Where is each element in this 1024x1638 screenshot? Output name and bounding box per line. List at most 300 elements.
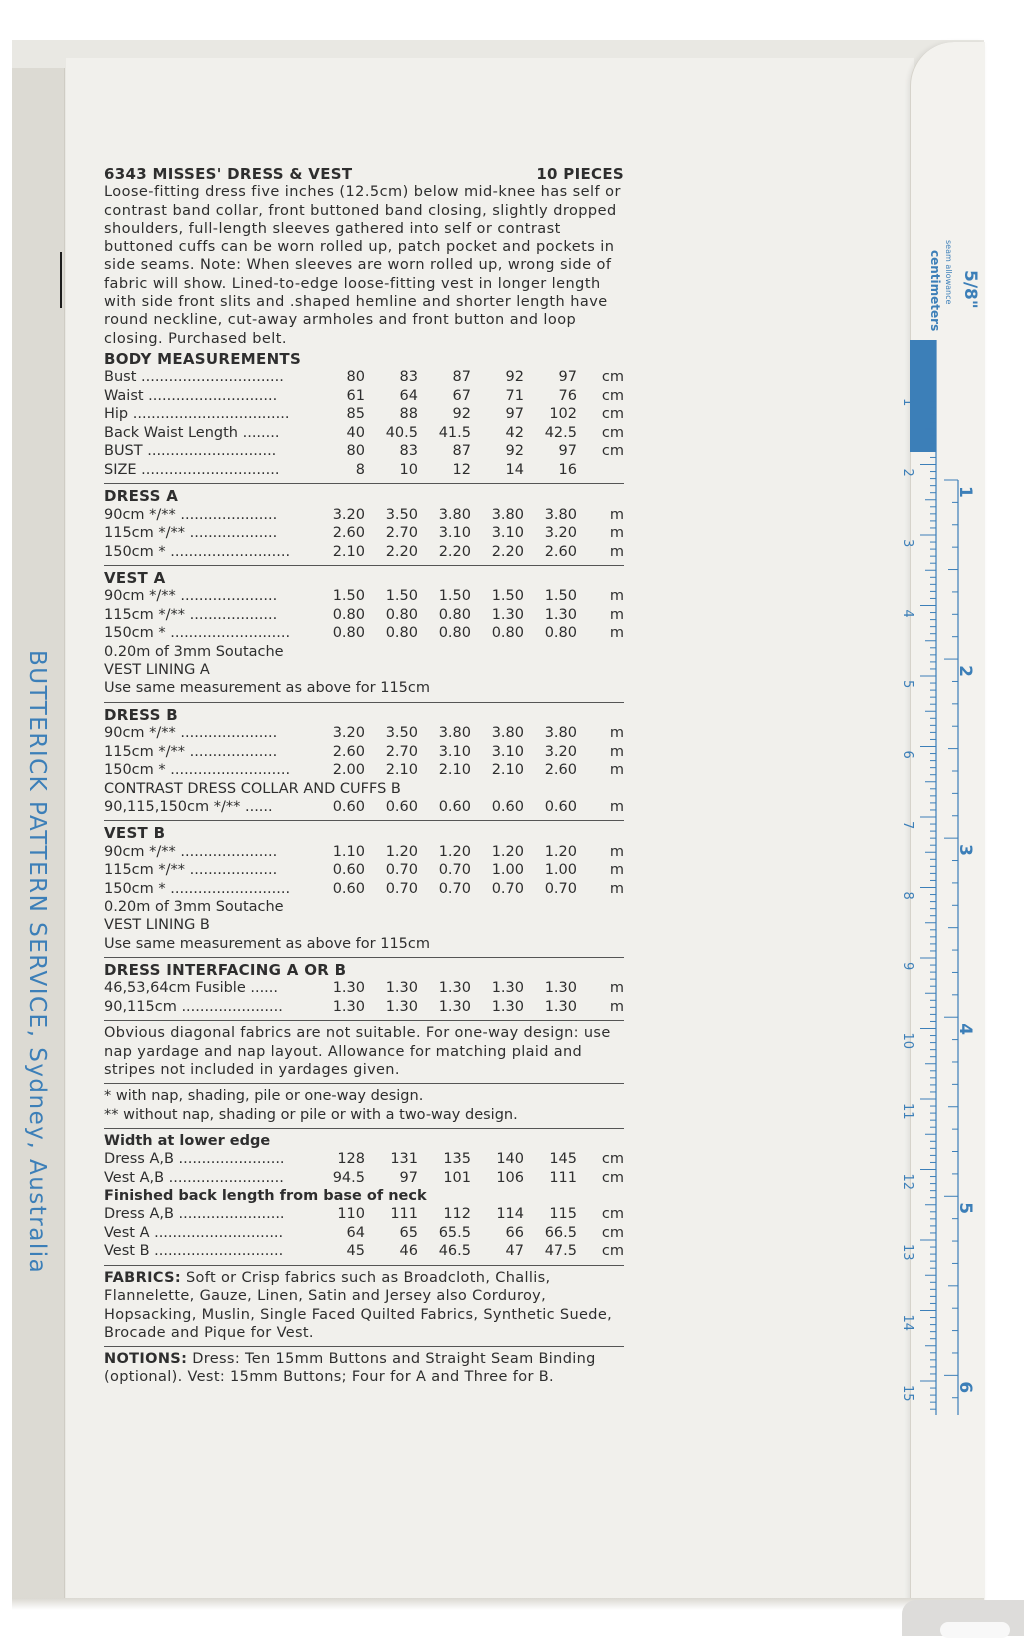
row-unit: m [609, 762, 624, 779]
row-values [312, 624, 590, 642]
row-label: 90cm */** ..................... [104, 506, 278, 523]
row-unit: cm [601, 1151, 624, 1168]
vest-b-soutache: 0.20m of 3mm Soutache [104, 899, 284, 916]
row-label: Vest B ............................ [104, 1243, 284, 1260]
row-value: 94.5 [332, 1169, 365, 1186]
row-value: 1.10 [332, 843, 365, 860]
row-value: 97 [558, 443, 577, 460]
ruler-cm-label: 14 [900, 1314, 915, 1332]
row-values [312, 442, 590, 460]
ruler-inch-label: 1 [955, 486, 975, 498]
pattern-title: 6343 MISSES' DRESS & VEST [104, 165, 353, 183]
row-unit: m [609, 798, 624, 815]
row-value: 1.50 [544, 588, 577, 605]
row-value: 1.30 [332, 998, 365, 1015]
row-value: 3.10 [491, 525, 524, 542]
row-values [312, 543, 590, 561]
row-value: 3.20 [332, 506, 365, 523]
divider [104, 483, 624, 484]
measurement-row [104, 624, 624, 643]
row-unit: m [609, 588, 624, 605]
measurement-row [104, 461, 624, 480]
row-value: 135 [443, 1151, 471, 1168]
row-label: Vest A,B ......................... [104, 1169, 284, 1186]
diagonal-fabric-note: Obvious diagonal fabrics are not suitable. For one-way design: use nap yardage and nap layout. Allowance for matching plaid and stripes not included in yardages given. [104, 1025, 611, 1078]
row-value: 3.20 [544, 525, 577, 542]
row-value: 115 [549, 1206, 577, 1223]
row-value: 83 [399, 443, 418, 460]
row-value: 2.60 [544, 543, 577, 560]
row-unit: m [609, 525, 624, 542]
row-value: 76 [558, 387, 577, 404]
row-value: 1.20 [491, 843, 524, 860]
ruler-cm-label: 11 [900, 1103, 915, 1120]
row-value: 1.50 [385, 588, 418, 605]
row-value: 0.70 [385, 862, 418, 879]
finished-length-title: Finished back length from base of neck [104, 1188, 427, 1205]
row-value: 2.20 [438, 543, 471, 560]
row-value: 14 [505, 461, 524, 478]
row-label: Bust ............................... [104, 369, 284, 386]
row-value: 87 [452, 369, 471, 386]
row-value: 1.50 [332, 588, 365, 605]
row-value: 128 [337, 1151, 365, 1168]
row-value: 2.10 [491, 762, 524, 779]
measurement-row [104, 606, 624, 625]
width-lower-edge-table [104, 1150, 624, 1187]
row-values [312, 461, 590, 479]
row-value: 1.30 [438, 998, 471, 1015]
row-value: 1.50 [491, 588, 524, 605]
row-value: 10 [399, 461, 418, 478]
dress-a-title: DRESS A [104, 487, 179, 506]
row-value: 61 [346, 387, 365, 404]
row-value: 111 [390, 1206, 418, 1223]
row-values [312, 1242, 590, 1260]
row-unit: cm [601, 1169, 624, 1186]
row-value: 64 [346, 1224, 365, 1241]
row-value: 0.70 [385, 880, 418, 897]
seam-allowance-caption: seam allowance [944, 240, 953, 305]
row-value: 8 [355, 461, 365, 478]
row-unit: m [609, 980, 624, 997]
row-value: 3.80 [544, 506, 577, 523]
ruler-cm-label: 10 [900, 1032, 915, 1050]
measurement-row [104, 880, 624, 899]
pattern-description: Loose-fitting dress five inches (12.5cm) below mid-knee has self or contrast band collar, front buttoned band closing, slightly dropped shoulders, full-length sleeves gathered into self or contrast buttoned cuffs can be worn rolled up, patch pocket and pockets in side seams. Note: When sleeves are worn rolled up, wrong side of fabric will show. Lined-to-edge loose-fitting vest in longer length with side front slits and .shaped hemline and shorter length have round neckline, cut-away armholes and front button and loop closing. Purchased belt. [104, 184, 621, 347]
row-value: 114 [496, 1206, 524, 1223]
row-value: 66.5 [544, 1224, 577, 1241]
ruler-unit-label: centimeters [928, 250, 942, 332]
row-value: 3.10 [491, 743, 524, 760]
ruler-cm-label: 2 [900, 468, 915, 477]
row-value: 3.20 [544, 743, 577, 760]
row-value: 87 [452, 443, 471, 460]
row-value: 71 [505, 387, 524, 404]
spine-publisher-text: BUTTERICK PATTERN SERVICE, Sydney, Australia [24, 650, 50, 1275]
row-value: 106 [496, 1169, 524, 1186]
row-value: 3.80 [544, 725, 577, 742]
row-value: 1.30 [544, 998, 577, 1015]
row-label: Back Waist Length ........ [104, 424, 280, 441]
divider [104, 1128, 624, 1129]
measurement-row [104, 979, 624, 998]
pattern-header [104, 165, 624, 183]
row-value: 102 [549, 406, 577, 423]
measurement-row [104, 1150, 624, 1169]
divider [104, 1020, 624, 1021]
row-values [312, 843, 590, 861]
notions-lead: NOTIONS: [104, 1351, 188, 1368]
row-label: Vest A ............................ [104, 1224, 284, 1241]
row-value: 12 [452, 461, 471, 478]
row-value: 0.70 [438, 862, 471, 879]
divider [104, 1265, 624, 1266]
row-value: 92 [505, 369, 524, 386]
row-value: 0.80 [332, 625, 365, 642]
row-unit: m [609, 843, 624, 860]
row-value: 3.50 [385, 725, 418, 742]
body-measurements-title: BODY MEASUREMENTS [104, 349, 302, 368]
row-values [312, 606, 590, 624]
with-nap-legend: * with nap, shading, pile or one-way design. [104, 1088, 424, 1105]
row-unit: cm [601, 1243, 624, 1260]
row-unit: m [609, 506, 624, 523]
row-value: 92 [452, 406, 471, 423]
ruler-cm-label: 9 [900, 962, 915, 971]
measurement-row [104, 861, 624, 880]
spine-mark [60, 252, 62, 308]
measurement-row [104, 424, 624, 443]
row-value: 0.80 [438, 606, 471, 623]
ruler-inch-label: 2 [955, 665, 975, 677]
measurement-row [104, 1224, 624, 1243]
measurement-row [104, 405, 624, 424]
row-label: 90cm */** ..................... [104, 725, 278, 742]
ruler-cm-label: 4 [900, 609, 915, 618]
row-values [312, 1224, 590, 1242]
row-value: 1.30 [438, 980, 471, 997]
row-value: 3.20 [332, 725, 365, 742]
row-value: 101 [443, 1169, 471, 1186]
measurement-row [104, 798, 624, 817]
row-values [312, 761, 590, 779]
bottom-edge [12, 1598, 984, 1610]
row-value: 2.00 [332, 762, 365, 779]
ruler-cm-label: 5 [900, 680, 915, 689]
measurement-row [104, 543, 624, 562]
row-value: 0.80 [544, 625, 577, 642]
row-value: 2.70 [385, 743, 418, 760]
row-value: 3.10 [438, 743, 471, 760]
body-measurements-table [104, 368, 624, 479]
dress-b-yardage-table [104, 724, 624, 780]
row-value: 16 [558, 461, 577, 478]
row-values [312, 998, 590, 1016]
corner-pill [940, 1622, 1010, 1638]
ruler-inch-label: 5 [955, 1202, 975, 1215]
row-value: 1.20 [385, 843, 418, 860]
row-value: 0.80 [332, 606, 365, 623]
row-value: 80 [346, 369, 365, 386]
row-value: 3.80 [491, 506, 524, 523]
measurement-row [104, 743, 624, 762]
measurement-row [104, 724, 624, 743]
measurement-row [104, 1169, 624, 1188]
row-unit: m [609, 998, 624, 1015]
row-value: 1.30 [491, 998, 524, 1015]
measurement-row [104, 368, 624, 387]
row-values [312, 1169, 590, 1187]
row-value: 3.50 [385, 506, 418, 523]
row-unit: cm [601, 387, 624, 404]
row-value: 1.30 [491, 980, 524, 997]
ruler-cm-label: 15 [900, 1385, 915, 1402]
row-label: 90,115cm ...................... [104, 998, 283, 1015]
row-values [312, 1150, 590, 1168]
without-nap-legend: ** without nap, shading or pile or with a two-way design. [104, 1106, 518, 1123]
row-label: 90cm */** ..................... [104, 588, 278, 605]
row-unit: m [609, 743, 624, 760]
seam-allowance-label: 5/8" [960, 270, 980, 309]
row-value: 1.30 [385, 998, 418, 1015]
vest-a-soutache: 0.20m of 3mm Soutache [104, 643, 284, 660]
row-unit: cm [601, 1206, 624, 1223]
row-value: 3.80 [438, 725, 471, 742]
row-value: 3.80 [438, 506, 471, 523]
row-values [312, 587, 590, 605]
row-unit: cm [601, 1224, 624, 1241]
pattern-description-block [104, 165, 624, 1387]
row-value: 42 [505, 424, 524, 441]
row-values [312, 368, 590, 386]
row-value: 47 [505, 1243, 524, 1260]
row-label: 90,115,150cm */** ...... [104, 798, 273, 815]
row-value: 0.70 [438, 880, 471, 897]
row-value: 2.60 [332, 525, 365, 542]
row-value: 67 [452, 387, 471, 404]
row-label: 115cm */** ................... [104, 743, 278, 760]
vest-lining-b-title: VEST LINING B [104, 917, 210, 934]
divider [104, 1346, 624, 1347]
row-value: 2.20 [491, 543, 524, 560]
divider [104, 1083, 624, 1084]
interfacing-yardage-table [104, 979, 624, 1016]
row-label: Waist ............................ [104, 387, 278, 404]
row-values [312, 979, 590, 997]
row-value: 111 [549, 1169, 577, 1186]
row-value: 0.80 [385, 625, 418, 642]
fabrics-paragraph [104, 1269, 624, 1342]
row-label: Dress A,B ....................... [104, 1151, 285, 1168]
vest-lining-a-note: Use same measurement as above for 115cm [104, 680, 431, 697]
ruler-inch-label: 3 [955, 844, 975, 856]
row-value: 80 [346, 443, 365, 460]
fabrics-text: Soft or Crisp fabrics such as Broadcloth, Challis, Flannelette, Gauze, Linen, Satin and Jersey also Corduroy, Hopsacking, Muslin, Single Faced Quilted Fabrics, Synthetic Suede, Brocade and Pique for Vest. [104, 1269, 613, 1341]
ruler-cm-label: 8 [900, 891, 915, 900]
row-value: 92 [505, 443, 524, 460]
row-values [312, 880, 590, 898]
row-values [312, 1205, 590, 1223]
row-value: 65.5 [438, 1224, 471, 1241]
row-value: 2.10 [438, 762, 471, 779]
ruler-cm-label: 6 [900, 750, 915, 759]
seam-allowance-bar [910, 340, 936, 452]
row-unit: m [609, 880, 624, 897]
row-unit: m [609, 862, 624, 879]
row-value: 0.60 [332, 880, 365, 897]
divider [104, 702, 624, 703]
row-value: 1.30 [385, 980, 418, 997]
row-value: 3.80 [491, 725, 524, 742]
row-value: 47.5 [544, 1243, 577, 1260]
row-value: 0.80 [438, 625, 471, 642]
ruler-inch-label: 6 [955, 1381, 975, 1394]
row-unit: m [609, 606, 624, 623]
row-value: 3.10 [438, 525, 471, 542]
ruler-cm-label: 3 [900, 539, 915, 548]
row-value: 88 [399, 406, 418, 423]
row-value: 85 [346, 406, 365, 423]
notions-paragraph [104, 1350, 624, 1387]
row-value: 2.10 [332, 543, 365, 560]
row-values [312, 524, 590, 542]
row-value: 97 [558, 369, 577, 386]
dress-a-yardage-table [104, 506, 624, 562]
row-value: 64 [399, 387, 418, 404]
row-value: 0.60 [438, 798, 471, 815]
row-value: 2.10 [385, 762, 418, 779]
row-label: Dress A,B ....................... [104, 1206, 285, 1223]
row-value: 0.60 [332, 862, 365, 879]
row-unit: m [609, 543, 624, 560]
row-value: 45 [346, 1243, 365, 1260]
row-value: 40 [346, 424, 365, 441]
measurement-row [104, 1242, 624, 1261]
row-label: 115cm */** ................... [104, 862, 278, 879]
finished-length-table [104, 1205, 624, 1261]
row-value: 0.60 [544, 798, 577, 815]
row-value: 1.30 [491, 606, 524, 623]
vest-a-title: VEST A [104, 569, 166, 588]
row-value: 1.20 [544, 843, 577, 860]
contrast-collar-cuffs-title: CONTRAST DRESS COLLAR AND CUFFS B [104, 780, 401, 797]
row-unit: cm [601, 369, 624, 386]
row-label: 150cm * .......................... [104, 762, 291, 779]
row-value: 65 [399, 1224, 418, 1241]
measurement-row [104, 442, 624, 461]
row-value: 66 [505, 1224, 524, 1241]
vest-lining-b-note: Use same measurement as above for 115cm [104, 935, 431, 952]
row-value: 110 [337, 1206, 365, 1223]
row-label: 115cm */** ................... [104, 606, 278, 623]
row-unit: m [609, 625, 624, 642]
ruler-cm-label: 13 [900, 1244, 915, 1261]
row-values [312, 424, 590, 442]
vest-lining-a-title: VEST LINING A [104, 662, 210, 679]
row-value: 1.50 [438, 588, 471, 605]
row-value: 0.70 [544, 880, 577, 897]
row-value: 83 [399, 369, 418, 386]
row-label: SIZE .............................. [104, 461, 280, 478]
row-value: 1.20 [438, 843, 471, 860]
fabrics-lead: FABRICS: [104, 1269, 182, 1286]
measurement-row [104, 998, 624, 1017]
row-value: 2.70 [385, 525, 418, 542]
vest-b-yardage-table [104, 843, 624, 899]
row-label: 150cm * .......................... [104, 543, 291, 560]
row-unit: cm [601, 406, 624, 423]
row-value: 0.80 [491, 625, 524, 642]
row-value: 0.70 [491, 880, 524, 897]
row-value: 0.60 [332, 798, 365, 815]
notions-text: Dress: Ten 15mm Buttons and Straight Seam Binding (optional). Vest: 15mm Buttons; Four for A and Three for B. [104, 1351, 596, 1386]
row-values [312, 506, 590, 524]
row-values [312, 861, 590, 879]
vest-a-yardage-table [104, 587, 624, 643]
width-lower-edge-title: Width at lower edge [104, 1132, 271, 1149]
row-label: BUST ............................ [104, 443, 277, 460]
row-value: 140 [496, 1151, 524, 1168]
row-value: 2.60 [332, 743, 365, 760]
row-label: 115cm */** ................... [104, 525, 278, 542]
row-value: 46.5 [438, 1243, 471, 1260]
ruler-cm-label: 7 [900, 821, 915, 830]
row-value: 1.00 [544, 862, 577, 879]
row-value: 0.60 [491, 798, 524, 815]
measurement-row [104, 524, 624, 543]
row-values [312, 724, 590, 742]
row-label: 90cm */** ..................... [104, 843, 278, 860]
row-value: 2.20 [385, 543, 418, 560]
row-value: 112 [443, 1206, 471, 1223]
row-unit: cm [601, 443, 624, 460]
row-unit: m [609, 725, 624, 742]
vest-b-title: VEST B [104, 824, 166, 843]
row-value: 1.30 [544, 606, 577, 623]
row-values [312, 798, 590, 816]
row-value: 1.00 [491, 862, 524, 879]
measuring-ruler [900, 340, 984, 1420]
measurement-row [104, 506, 624, 525]
row-value: 46 [399, 1243, 418, 1260]
row-label: Hip .................................. [104, 406, 290, 423]
divider [104, 820, 624, 821]
measurement-row [104, 587, 624, 606]
row-values [312, 387, 590, 405]
divider [104, 565, 624, 566]
row-value: 97 [505, 406, 524, 423]
row-value: 0.80 [385, 606, 418, 623]
contrast-collar-cuffs-table [104, 798, 624, 817]
row-value: 131 [390, 1151, 418, 1168]
row-value: 1.30 [332, 980, 365, 997]
measurement-row [104, 843, 624, 862]
divider [104, 957, 624, 958]
row-value: 97 [399, 1169, 418, 1186]
interfacing-title: DRESS INTERFACING A OR B [104, 961, 347, 980]
measurement-row [104, 387, 624, 406]
row-value: 40.5 [385, 424, 418, 441]
row-label: 150cm * .......................... [104, 625, 291, 642]
row-value: 1.30 [544, 980, 577, 997]
measurement-row [104, 761, 624, 780]
ruler-cm-label: 12 [900, 1173, 915, 1191]
row-label: 46,53,64cm Fusible ...... [104, 980, 279, 997]
row-value: 41.5 [438, 424, 471, 441]
row-value: 42.5 [544, 424, 577, 441]
dress-b-title: DRESS B [104, 705, 178, 724]
